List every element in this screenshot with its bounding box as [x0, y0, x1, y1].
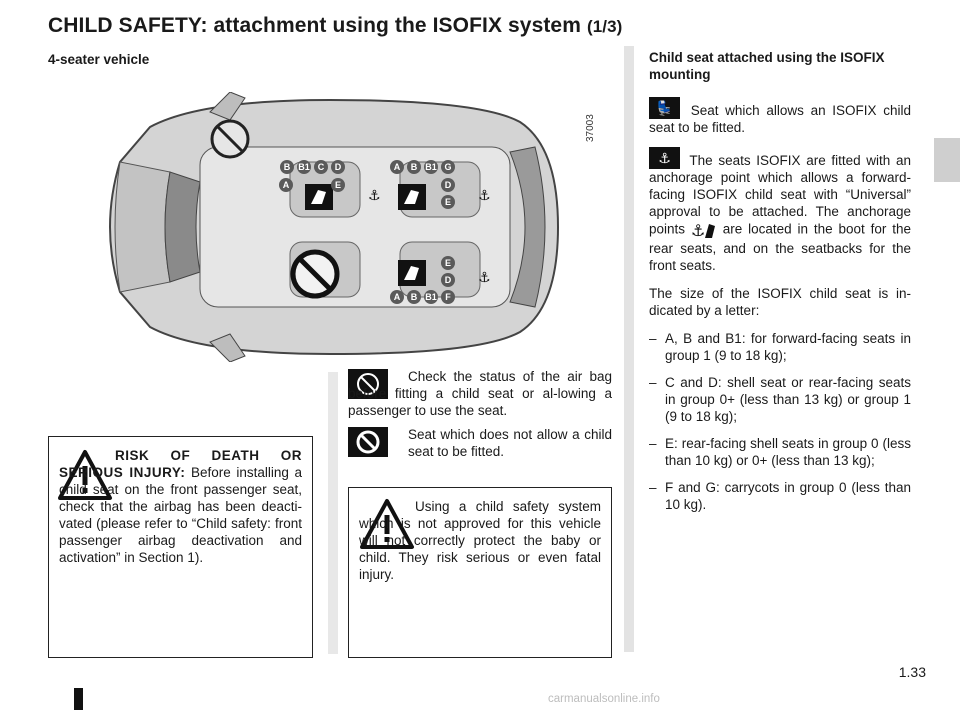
warning-body: Before installing a child seat on the front passenger seat, check that the airbag has been deacti-vated (please refer to “Child safety: front passenger airbag deactivation and activation” in Section 1).: [59, 465, 302, 565]
label-text: B: [410, 292, 418, 302]
airbag-check-note: Check the status of the air bag before fitting a child seat or al-lowing a passenger to use the seat.: [348, 369, 612, 418]
warning-bold: RISK OF DEATH OR SERIOUS INJURY:: [59, 448, 302, 480]
label-text: F: [445, 292, 451, 302]
section-heading: Child seat attached using the ISOFIX mounting: [649, 50, 885, 82]
label-group-top-right: [390, 160, 455, 174]
label-group-bottom-right: [390, 290, 455, 304]
anchor-point-icon: [691, 220, 717, 240]
label-text: G: [444, 162, 452, 172]
size-list: [649, 330, 911, 513]
page-number: 1.33: [898, 664, 926, 680]
size-labels: [80, 92, 580, 362]
label-text: B: [283, 162, 291, 172]
label-text: B1: [298, 162, 310, 172]
label-text: C: [317, 162, 325, 172]
label-group-right-upper: [441, 178, 455, 209]
watermark: carmanualsonline.info: [548, 693, 660, 705]
page-title: [48, 14, 622, 38]
para-anchor-text-2: are located in the boot for the rear seats, and on the seatbacks for the front seats.: [649, 221, 911, 273]
label-text: A: [393, 162, 401, 172]
label-text: A: [282, 180, 290, 190]
warning-text-approval: Using a child safety system which is not approved for this vehicle will not correctly protect the baby or child. They risk serious or even fatal injury.: [359, 499, 601, 582]
list-item: – A, B and B1: for forward-facing seats in group 1 (9 to 18 kg);: [649, 330, 911, 364]
label-text: B1: [425, 292, 437, 302]
label-text: E: [444, 258, 452, 268]
isofix-seat-icon: 💺: [649, 97, 680, 119]
isofix-anchor-seat-icon: ⚓: [649, 147, 680, 169]
para-anchor: [649, 147, 911, 274]
no-child-seat-note: Seat which does not allow a child seat to be fitted.: [408, 427, 612, 459]
svg-text:⚓: ⚓: [690, 221, 706, 240]
para-size: The size of the ISOFIX child seat is in-dicated by a letter:: [649, 286, 911, 318]
right-column: [649, 49, 911, 523]
para-anchor-text-1: The seats ISOFIX are fitted with an anchorage point which allows a forward-facing ISOFIX child seat with “Universal” approval to be attached. The anchorage points: [649, 153, 911, 237]
warning-box-approval: [348, 487, 612, 658]
para-seat-allows: [649, 97, 911, 136]
no-child-seat-icon: [348, 427, 388, 457]
warning-text-airbag: [59, 447, 302, 566]
label-text: E: [334, 180, 342, 190]
label-text: A: [393, 292, 401, 302]
label-text: D: [444, 180, 452, 190]
middle-separator: [328, 372, 338, 654]
column-separator: [624, 46, 634, 652]
warning-box-airbag: [48, 436, 313, 658]
label-text: B: [410, 162, 418, 172]
label-group-mid-left: [279, 178, 345, 192]
page-title-text: CHILD SAFETY: attachment using the ISOFIX system: [48, 14, 581, 37]
label-text: D: [334, 162, 342, 172]
page-title-part: (1/3): [586, 17, 623, 36]
corner-mark: [74, 688, 83, 710]
car-diagram: [80, 92, 580, 362]
svg-text:⚓: ⚓: [478, 188, 491, 204]
list-item: – E: rear-facing shell seats in group 0 (less than 10 kg) or 0+ (less than 13 kg);: [649, 435, 911, 469]
image-code: 37003: [585, 114, 596, 142]
label-group-right-lower: [441, 256, 455, 287]
svg-text:⚓: ⚓: [478, 270, 491, 286]
label-text: E: [444, 197, 452, 207]
label-text: B1: [425, 162, 437, 172]
section-tab: [934, 138, 960, 182]
label-group-top-left: [280, 160, 345, 174]
para-seat-allows-text: Seat which allows an ISOFIX child seat to be fitted.: [649, 103, 911, 135]
list-item: – F and G: carrycots in group 0 (less than 10 kg).: [649, 479, 911, 513]
list-item: – C and D: shell seat or rear-facing seats in group 0+ (less than 13 kg) or group 1 (9 to 18 kg);: [649, 374, 911, 425]
svg-text:⚓: ⚓: [368, 188, 381, 204]
label-text: D: [444, 275, 452, 285]
page-subtitle: 4-seater vehicle: [48, 52, 150, 67]
